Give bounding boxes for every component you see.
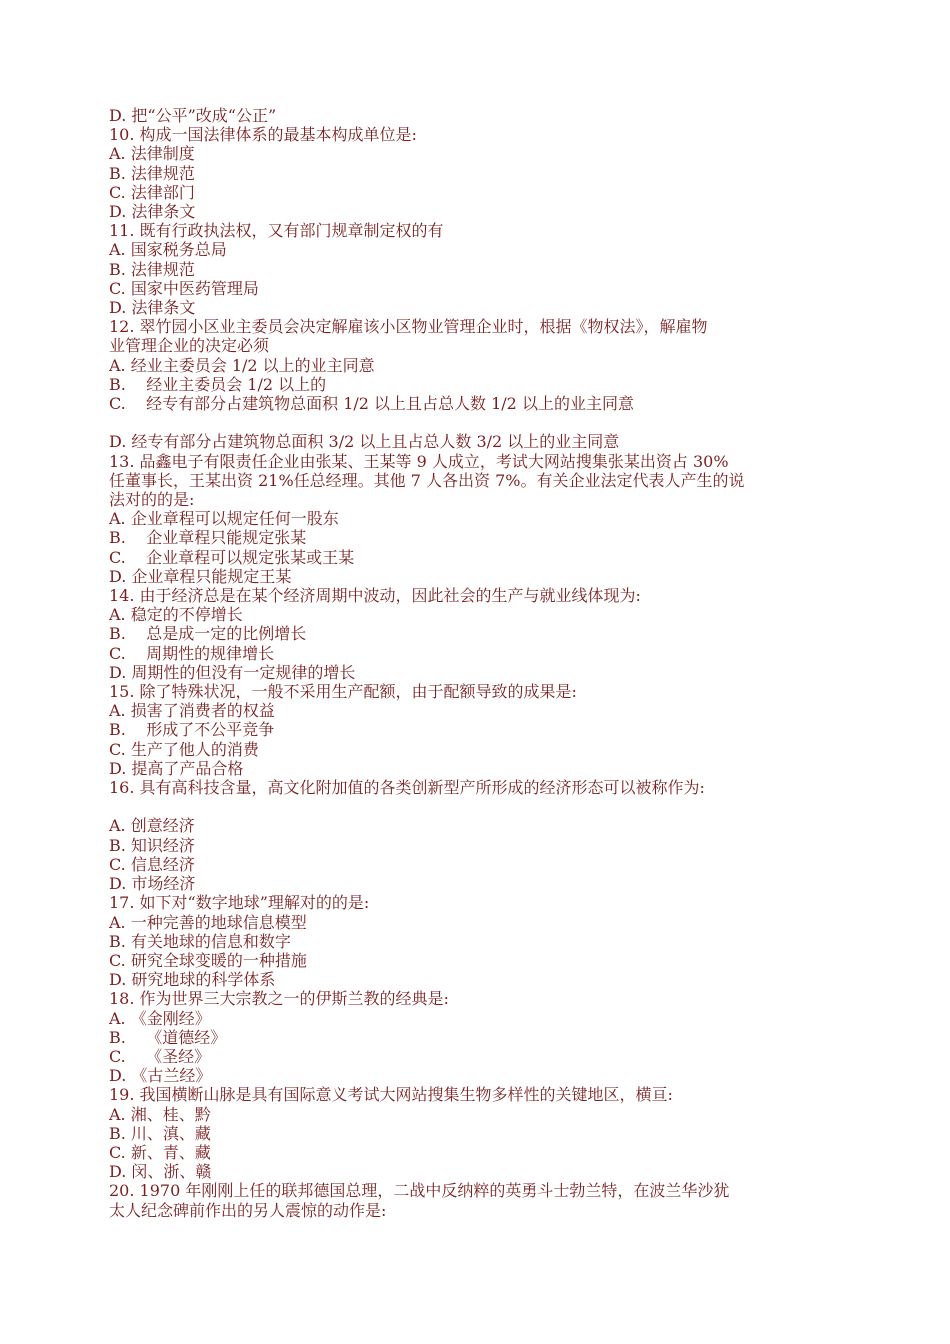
- question-16: 16. 具有高科技含量，高文化附加值的各类创新型产所形成的经济形态可以被称作为:: [109, 778, 705, 798]
- question-12: 12. 翠竹园小区业主委员会决定解雇该小区物业管理企业时，根据《物权法》，解雇物: [109, 317, 708, 337]
- option-line: B. 法律规范: [109, 259, 195, 279]
- question-19: 19. 我国横断山脉是具有国际意义考试大网站搜集生物多样性的关键地区，横亘:: [109, 1085, 673, 1105]
- question-20-cont: 太人纪念碑前作出的另人震惊的动作是:: [109, 1200, 387, 1220]
- question-18: 18. 作为世界三大宗教之一的伊斯兰教的经典是:: [109, 989, 449, 1009]
- option-line: D. 经专有部分占建筑物总面积 3/2 以上且占总人数 3/2 以上的业主同意: [109, 432, 620, 452]
- option-line: C. 经专有部分占建筑物总面积 1/2 以上且占总人数 1/2 以上的业主同意: [109, 394, 634, 414]
- option-line: A. 法律制度: [109, 144, 195, 164]
- option-line: A. 经业主委员会 1/2 以上的业主同意: [109, 355, 375, 375]
- option-line: B. 总是成一定的比例增长: [109, 624, 307, 644]
- option-line: D. 市场经济: [109, 874, 196, 894]
- option-line: C. 信息经济: [109, 854, 195, 874]
- option-line: A. 《金刚经》: [109, 1008, 211, 1028]
- option-line: D. 闵、浙、赣: [109, 1162, 212, 1182]
- text-line: D. 把“公平”改成“公正”: [109, 106, 277, 125]
- document-page: [109, 106, 849, 1220]
- option-line: D. 研究地球的科学体系: [109, 970, 276, 990]
- option-line: A. 损害了消费者的权益: [109, 701, 275, 721]
- option-line: B. 《道德经》: [109, 1027, 227, 1047]
- option-line: A. 湘、桂、黔: [109, 1104, 211, 1124]
- option-line: B. 川、滇、藏: [109, 1123, 211, 1143]
- option-line: B. 法律规范: [109, 163, 195, 183]
- option-line: A. 创意经济: [109, 816, 195, 836]
- option-line: C. 法律部门: [109, 182, 195, 202]
- option-line: C. 生产了他人的消费: [109, 739, 259, 759]
- question-17: 17. 如下对“数字地球”理解对的的是:: [109, 893, 370, 913]
- option-line: C. 研究全球变暖的一种措施: [109, 950, 307, 970]
- question-13-cont: 任董事长，王某出资 21%任总经理。其他 7 人各出资 7%。有关企业法定代表人产生的说: [109, 470, 745, 490]
- option-line: B. 经业主委员会 1/2 以上的: [109, 374, 327, 394]
- option-line: D. 法律条文: [109, 298, 196, 318]
- question-15: 15. 除了特殊状况，一般不采用生产配额，由于配额导致的成果是:: [109, 682, 577, 702]
- option-line: A. 企业章程可以规定任何一股东: [109, 509, 339, 529]
- question-13: 13. 品鑫电子有限责任企业由张某、王某等 9 人成立，考试大网站搜集张某出资占 30%: [109, 451, 729, 471]
- question-11: 11. 既有行政执法权，又有部门规章制定权的有: [109, 221, 444, 241]
- option-line: A. 一种完善的地球信息模型: [109, 912, 307, 932]
- blank-line: [109, 797, 849, 816]
- question-12-cont: 业管理企业的决定必须: [109, 336, 270, 356]
- option-line: C. 新、青、藏: [109, 1142, 211, 1162]
- question-14: 14. 由于经济总是在某个经济周期中波动，因此社会的生产与就业线体现为:: [109, 586, 641, 606]
- blank-line: [109, 413, 849, 432]
- option-line: C. 《圣经》: [109, 1046, 211, 1066]
- option-line: B. 企业章程只能规定张某: [109, 528, 307, 548]
- option-line: A. 国家税务总局: [109, 240, 227, 260]
- question-20: 20. 1970 年刚刚上任的联邦德国总理，二战中反纳粹的英勇斗士勃兰特，在波兰华沙犹: [109, 1181, 730, 1201]
- option-line: C. 周期性的规律增长: [109, 643, 275, 663]
- option-line: D. 提高了产品合格: [109, 758, 244, 778]
- option-line: D. 周期性的但没有一定规律的增长: [109, 662, 356, 682]
- question-10: 10. 构成一国法律体系的最基本构成单位是:: [109, 125, 417, 145]
- option-line: B. 有关地球的信息和数字: [109, 931, 291, 951]
- option-line: A. 稳定的不停增长: [109, 605, 243, 625]
- option-line: D. 企业章程只能规定王某: [109, 566, 292, 586]
- option-line: B. 形成了不公平竞争: [109, 720, 275, 740]
- option-line: D. 法律条文: [109, 202, 196, 222]
- question-13-cont: 法对的的是:: [109, 490, 195, 510]
- option-line: C. 企业章程可以规定张某或王某: [109, 547, 355, 567]
- option-line: D. 《古兰经》: [109, 1066, 212, 1086]
- option-line: C. 国家中医药管理局: [109, 278, 259, 298]
- option-line: B. 知识经济: [109, 835, 195, 855]
